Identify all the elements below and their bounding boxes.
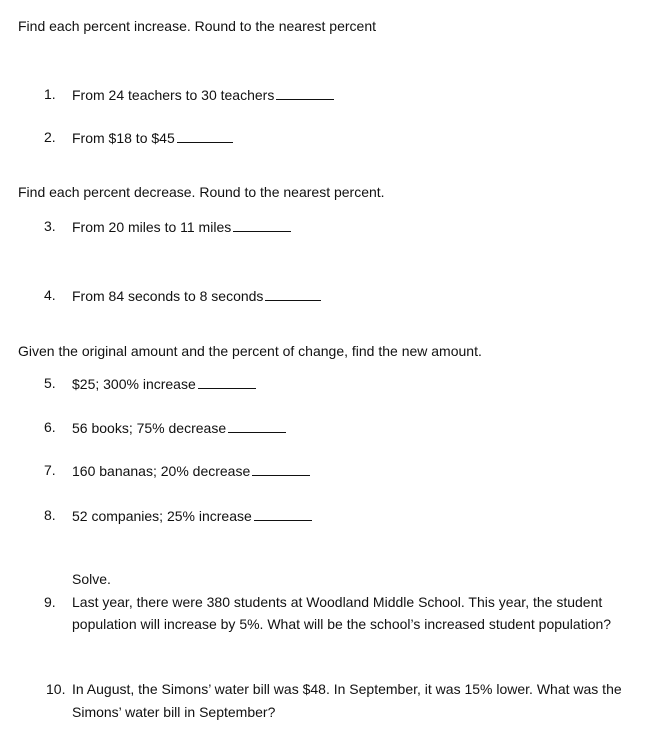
problem-number: 1.	[44, 86, 56, 102]
answer-blank[interactable]	[233, 217, 291, 232]
problem-number: 3.	[44, 218, 56, 234]
problem-number: 7.	[44, 462, 56, 478]
problem-number: 9.	[44, 594, 56, 610]
answer-blank[interactable]	[276, 85, 334, 100]
problem-text-line-1: Last year, there were 380 students at Woodland Middle School. This year, the student	[72, 594, 603, 610]
problem-number: 8.	[44, 507, 56, 523]
section-heading-solve: Solve.	[72, 571, 111, 587]
problem-text-line-2: Simons’ water bill in September?	[72, 704, 276, 720]
problem-text: From 20 miles to 11 miles	[72, 219, 232, 235]
problem-text: From 84 seconds to 8 seconds	[72, 288, 264, 304]
section-heading-percent-decrease: Find each percent decrease. Round to the nearest percent.	[18, 184, 385, 200]
problem-number: 5.	[44, 375, 56, 391]
section-heading-percent-increase: Find each percent increase. Round to the nearest percent	[18, 18, 376, 34]
problem-text: 52 companies; 25% increase	[72, 508, 252, 524]
answer-blank[interactable]	[177, 128, 233, 143]
problem-text: 160 bananas; 20% decrease	[72, 463, 251, 479]
answer-blank[interactable]	[252, 461, 310, 476]
problem-number: 2.	[44, 129, 56, 145]
problem-number: 10.	[46, 681, 66, 697]
answer-blank[interactable]	[265, 286, 321, 301]
problem-number: 4.	[44, 287, 56, 303]
answer-blank[interactable]	[198, 374, 256, 389]
problem-text-line-1: In August, the Simons’ water bill was $48. In September, it was 15% lower. What was the	[72, 681, 622, 697]
problem-text: $25; 300% increase	[72, 376, 196, 392]
answer-blank[interactable]	[254, 506, 312, 521]
problem-number: 6.	[44, 419, 56, 435]
section-heading-new-amount: Given the original amount and the percent of change, find the new amount.	[18, 343, 482, 359]
problem-text: From 24 teachers to 30 teachers	[72, 87, 275, 103]
answer-blank[interactable]	[228, 418, 286, 433]
problem-text: 56 books; 75% decrease	[72, 420, 227, 436]
problem-text: From $18 to $45	[72, 130, 175, 146]
problem-text-line-2: population will increase by 5%. What will be the school’s increased student population?	[72, 616, 612, 632]
